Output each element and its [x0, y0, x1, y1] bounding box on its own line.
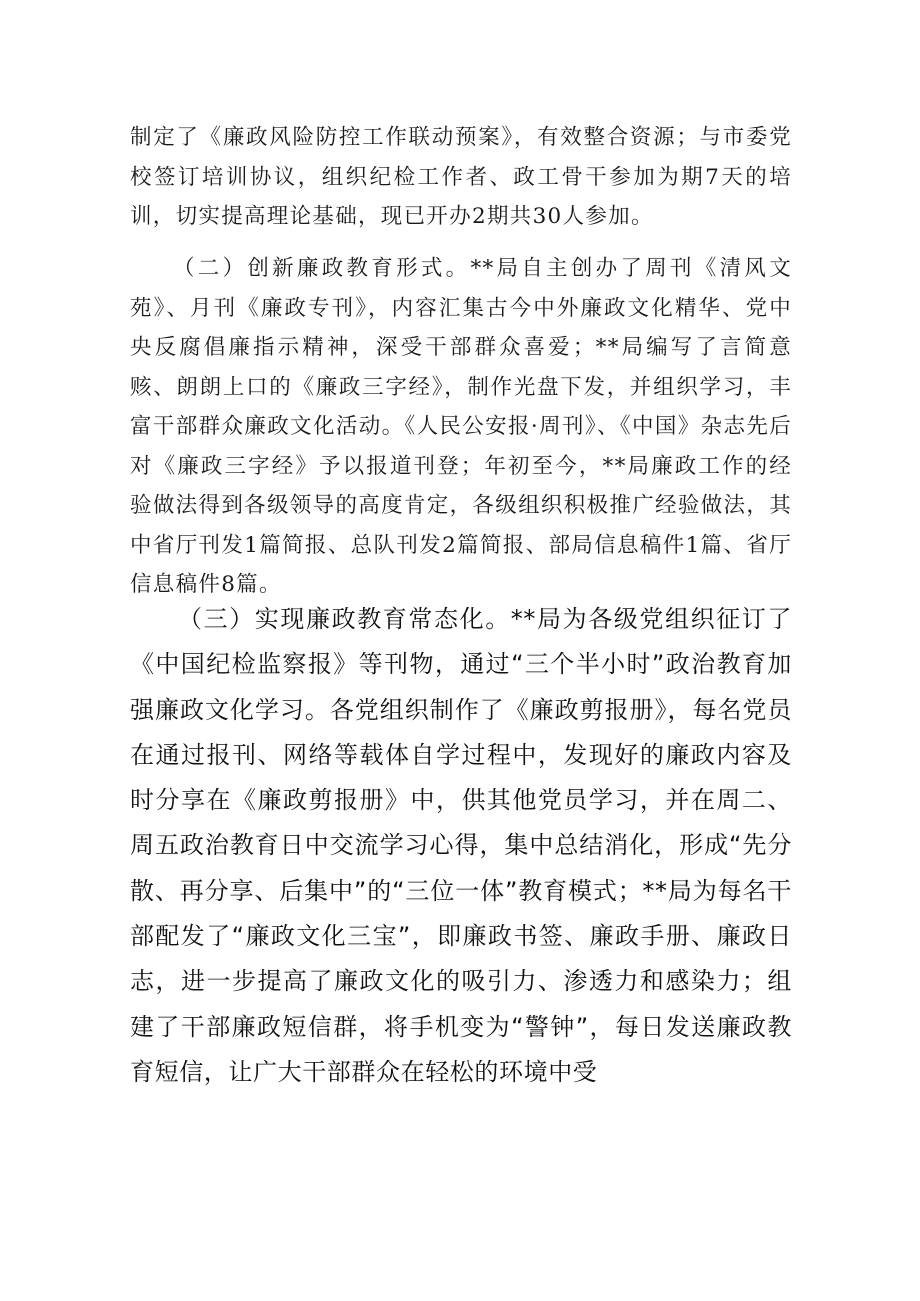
paragraph-training: 制定了《廉政风险防控工作联动预案》，有效整合资源；与市委党校签订培训协议，组织纪检工作者、政工骨干参加为期7天的培训，切实提高理论基础，现已开办2期共30人参加。	[130, 125, 792, 229]
paragraph-section-two: （二）创新廉政教育形式。**局自主创办了周刊《清风文苑》、月刊《廉政专刊》，内容汇集古今中外廉政文化精华、党中央反腐倡廉指示精神，深受干部群众喜爱；**局编写了言简意赅、朗朗上口的《廉政三字经》，制作光盘下发，并组织学习，丰富干部群众廉政文化活动。《人民公安报·周刊》、《中国》杂志先后对《廉政三字经》予以报道刊登；年初至今，**局廉政工作的经验做法得到各级领导的高度肯定，各级组织积极推广经验做法，其中省厅刊发1篇简报、总队刊发2篇简报、部局信息稿件1篇、省厅信息稿件8篇。	[130, 256, 792, 597]
paragraph-section-three: （三）实现廉政教育常态化。**局为各级党组织征订了《中国纪检监察报》等刊物，通过“三个半小时”政治教育加强廉政文化学习。各党组织制作了《廉政剪报册》，每名党员在通过报刊、网络等载体自学过程中，发现好的廉政内容及时分享在《廉政剪报册》中，供其他党员学习，并在周二、周五政治教育日中交流学习心得，集中总结消化，形成“先分散、再分享、后集中”的“三位一体”教育模式；**局为每名干部配发了“廉政文化三宝”，即廉政书签、廉政手册、廉政日志，进一步提高了廉政文化的吸引力、渗透力和感染力；组建了干部廉政短信群，将手机变为“警钟”，每日发送廉政教育短信，让广大干部群众在轻松的环境中受	[130, 605, 792, 1086]
